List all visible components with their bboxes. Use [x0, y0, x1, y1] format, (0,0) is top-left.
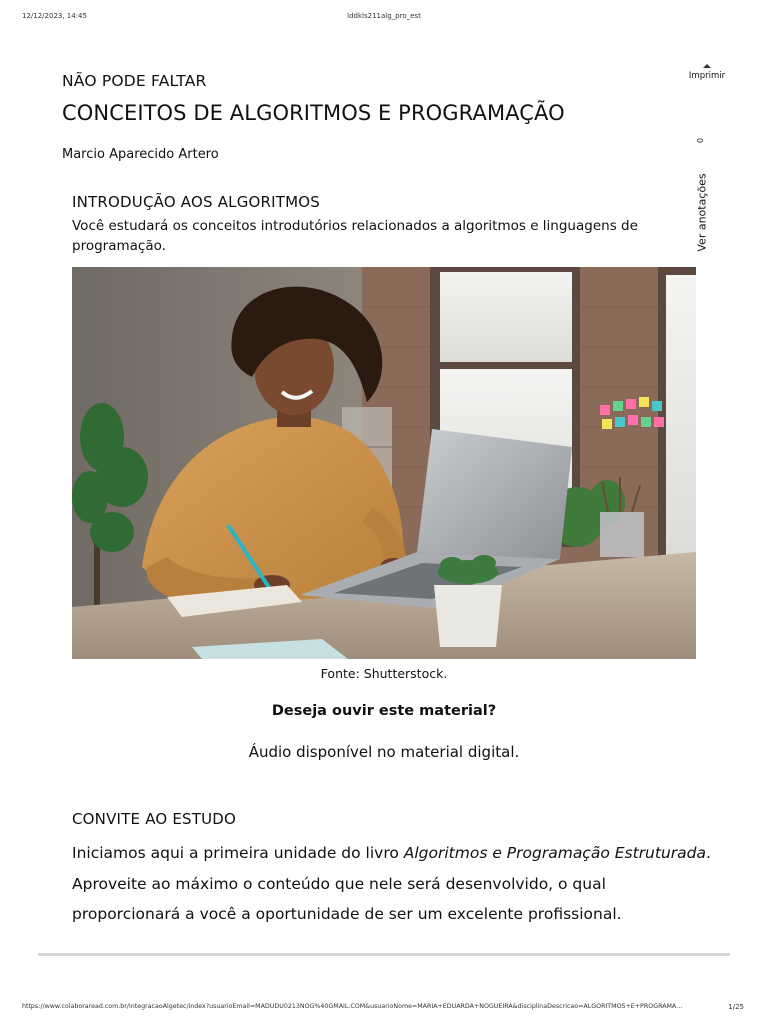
convite-text-before: Iniciamos aqui a primeira unidade do livro [72, 844, 404, 862]
convite-text [72, 838, 712, 930]
convite-heading: CONVITE AO ESTUDO [72, 810, 237, 828]
section-kicker: NÃO PODE FALTAR [62, 72, 207, 90]
print-footer-url: https://www.colaboraread.com.br/integracaoAlgetec/index?usuarioEmail=MADUDU0213NOG%40GMAIL.COM&usuarioNome=MARIA+EDUARDA+NOGUEIRA&disciplinaDescricao=ALGORITMOS+E+PROGRAMA… [22, 1003, 683, 1010]
print-header-doc-title: lddkls211alg_pro_est [347, 12, 421, 20]
book-title: Algoritmos e Programação Estruturada [403, 844, 706, 862]
section-divider [38, 953, 730, 956]
print-footer-page-number: 1/25 [728, 1003, 744, 1011]
caret-up-icon [703, 64, 711, 68]
audio-note: Áudio disponível no material digital. [248, 743, 520, 761]
print-button[interactable] [686, 64, 728, 81]
print-header-datetime: 12/12/2023, 14:45 [22, 12, 87, 20]
hero-photo [72, 267, 696, 659]
page-title: CONCEITOS DE ALGORITMOS E PROGRAMAÇÃO [62, 101, 565, 125]
view-notes-button[interactable] [690, 128, 716, 258]
view-notes-label: Ver anotações [695, 173, 709, 252]
intro-heading: INTRODUÇÃO AOS ALGORITMOS [72, 193, 321, 211]
intro-text: Você estudará os conceitos introdutórios relacionados a algoritmos e linguagens de programação. [72, 218, 638, 254]
print-label: Imprimir [688, 71, 726, 81]
audio-question: Deseja ouvir este material? [271, 703, 497, 719]
notes-count-badge: 0 [696, 137, 706, 144]
author-name: Marcio Aparecido Artero [62, 147, 219, 162]
figure-caption: Fonte: Shutterstock. [320, 666, 448, 681]
convite-text-after: . Aproveite ao máximo o conteúdo que nele será desenvolvido, o qual proporcionará a você a oportunidade de ser um excelente profissional. [72, 844, 711, 923]
